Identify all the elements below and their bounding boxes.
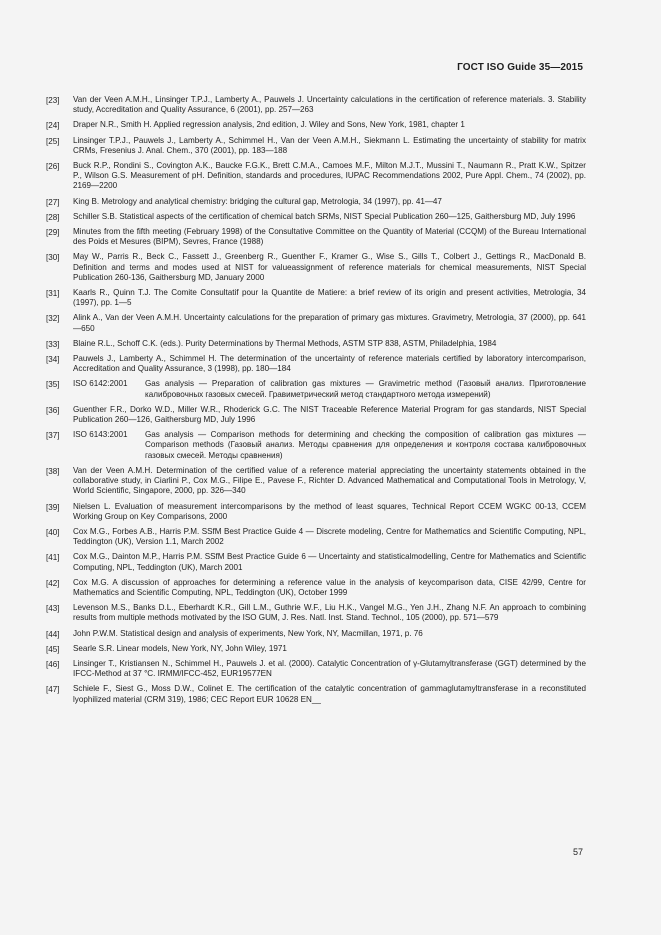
reference-number: [38] [46, 466, 60, 476]
reference-text: Guenther F.R., Dorko W.D., Miller W.R., Rhoderick G.C. The NIST Traceable Reference Material Program for gas standards, NIST Special Publication 260—126, Gaithersburg MD, July 1996 [73, 404, 586, 425]
reference-item [46, 659, 586, 679]
reference-number: [33] [46, 339, 60, 349]
reference-text: Van der Veen A.M.H. Determination of the certified value of a reference material appreciating the uncertainty statements obtained in the collaborative study, in Ciarlini P., Cox M.G., Filipe E., Pavese F., Richter D. Advanced Mathematical and Computational Tools in Metrology, V, World Scientific, Singapore, 2000, pp. 326—340 [73, 465, 586, 496]
reference-item [46, 120, 586, 130]
reference-text: Kaarls R., Quinn T.J. The Comite Consultatif pour la Quantite de Matiere: a brief review of its origin and present activities, Metrologia, 34 (1997), pp. 1—5 [73, 288, 586, 308]
reference-number: [41] [46, 553, 60, 563]
reference-text: Minutes from the fifth meeting (February 1998) of the Consultative Committee on the Quantity of Material (CCQM) of the Bureau International des Poids et Mesures (BIPM), Sevres, France (1988) [73, 227, 586, 247]
reference-text: Alink A., Van der Veen A.M.H. Uncertainty calculations for the preparation of primary gas mixtures. Gravimetry, Metrologia, 37 (2000), pp. 641—650 [73, 313, 586, 333]
reference-number: [30] [46, 253, 60, 263]
reference-item [46, 379, 586, 399]
document-header: ГОСТ ISO Guide 35—2015 [457, 62, 583, 73]
reference-text: Searle S.R. Linear models, New York, NY, John Wiley, 1971 [73, 643, 287, 653]
reference-number: [43] [46, 604, 60, 614]
reference-number: [29] [46, 228, 60, 238]
reference-item [46, 95, 586, 115]
reference-number: [45] [46, 644, 60, 654]
reference-text: King B. Metrology and analytical chemistry: bridging the cultural gap, Metrologia, 34 (1997), pp. 41—47 [73, 196, 442, 206]
reference-text: Cox M.G. A discussion of approaches for determining a reference value in the analysis of keycomparison data, CISE 42/99, Centre for Mathematics and Scientific Computing, NPL, Teddington (UK), October 1999 [73, 577, 586, 597]
reference-text: Levenson M.S., Banks D.L., Eberhardt K.R., Gill L.M., Guthrie W.F., Liu H.K., Vangel M.G., Yen J.H., Zhang N.F. An approach to combining results from multiple methods motivated by the ISO GUM, J. Res. Natl. Inst. Stand. Technol., 105 (2000), pp. 571—579 [73, 603, 586, 623]
reference-text: Schiele F., Siest G., Moss D.W., Colinet E. The certification of the catalytic concentration of gammaglutamyltransferase in a reconstituted lyophilized material (CRM 319), 1986; CEC Report EUR 10628 EN__ [73, 684, 586, 704]
page-number: 57 [572, 847, 583, 857]
reference-number: [26] [46, 162, 60, 172]
reference-item [46, 313, 586, 333]
reference-item [46, 227, 586, 247]
reference-number: [46] [46, 659, 60, 669]
reference-number: [35] [46, 380, 60, 390]
reference-number: [34] [46, 355, 60, 365]
reference-text: Schiller S.B. Statistical aspects of the certification of chemical batch SRMs, NIST Special Publication 260—125, Gaithersburg MD, July 1996 [73, 211, 576, 221]
reference-number: [47] [46, 685, 60, 695]
reference-item [46, 405, 586, 425]
reference-item [46, 339, 586, 349]
reference-item [46, 552, 586, 572]
reference-number: [28] [46, 212, 60, 222]
reference-number: [37] [46, 431, 60, 441]
reference-text: Gas analysis — Preparation of calibration gas mixtures — Gravimetric method (Газовый анализ. Приготовление калибровочных газовых смесей. Гравиметрический метод стандартного метода измерений) [145, 379, 586, 399]
reference-text: Buck R.P., Rondini S., Covington A.K., Baucke F.G.K., Brett C.M.A., Camoes M.F., Milton M.J.T., Mussini T., Naumann R., Pratt K.W., Spitzer P., Wilson G.S. Measurement of pH. Definition, standards and procedures, IUPAC Recommendations 2002, Pure Appl. Chem., 74 (2002), pp. 2169—2200 [73, 161, 586, 191]
reference-text: Pauwels J., Lamberty A., Schimmel H. The determination of the uncertainty of reference materials certified by laboratory intercomparison, Accreditation and Quality Assurance, 3 (1998), pp. 180—184 [73, 354, 586, 374]
reference-number: [31] [46, 289, 60, 299]
reference-item [46, 354, 586, 374]
reference-text: John P.W.M. Statistical design and analysis of experiments, New York, NY, Macmillan, 1971, p. 76 [73, 628, 423, 638]
reference-text: Cox M.G., Dainton M.P., Harris P.M. SSfM Best Practice Guide 6 — Uncertainty and statisticalmodelling, Centre for Mathematics and Scientific Computing, NPL, Teddington (UK), March 2001 [73, 552, 586, 572]
reference-item [46, 161, 586, 192]
reference-item [46, 578, 586, 598]
reference-item [46, 466, 586, 497]
reference-number: [36] [46, 405, 60, 415]
reference-text: Nielsen L. Evaluation of measurement intercomparisons by the method of least squares, Technical Report CCEM WGKC 00-13, CCEM Working Group on Key Comparisons, 2000 [73, 501, 586, 521]
reference-number: [23] [46, 96, 60, 105]
reference-item [46, 288, 586, 308]
reference-text: Blaine R.L., Schoff C.K. (eds.). Purity Determinations by Thermal Methods, ASTM STP 838, ASTM, Philadelphia, 1984 [73, 338, 497, 348]
reference-item [46, 136, 586, 156]
reference-number: [32] [46, 314, 60, 324]
reference-text: Linsinger T.P.J., Pauwels J., Lamberty A., Schimmel H., Van der Veen A.M.H., Siekmann L. Estimating the uncertainty of stability for matrix CRMs, Fresenius J. Anal. Chem., 370 (2001), pp. 183—188 [73, 135, 586, 155]
reference-standard-code: ISO 6143:2001 [73, 430, 128, 440]
reference-number: [25] [46, 136, 60, 146]
reference-number: [39] [46, 502, 60, 512]
reference-standard-code: ISO 6142:2001 [73, 379, 128, 389]
reference-item [46, 603, 586, 623]
reference-item [46, 197, 586, 207]
reference-number: [40] [46, 527, 60, 537]
reference-number: [27] [46, 197, 60, 207]
reference-item [46, 644, 586, 654]
reference-number: [44] [46, 629, 60, 639]
reference-item [46, 527, 586, 547]
reference-number: [24] [46, 121, 60, 131]
reference-list [46, 95, 586, 710]
reference-number: [42] [46, 578, 60, 588]
reference-text: Cox M.G., Forbes A.B., Harris P.M. SSfM Best Practice Guide 4 — Discrete modeling, Centre for Mathematics and Scientific Computing, NPL, Teddington (UK), Version 1.1, March 2002 [73, 526, 586, 547]
reference-item [46, 430, 586, 461]
reference-item [46, 502, 586, 522]
reference-text: Draper N.R., Smith H. Applied regression analysis, 2nd edition, J. Wiley and Sons, New York, 1981, chapter 1 [73, 120, 465, 130]
reference-item [46, 252, 586, 283]
reference-item [46, 212, 586, 222]
reference-item [46, 629, 586, 639]
reference-text: Gas analysis — Comparison methods for determining and checking the composition of calibration gas mixtures — Comparison methods (Газовый анализ. Методы сравнения для определения и контроля состава калибровочных газовых смесей. Методы сравнения) [145, 430, 586, 460]
reference-text: Van der Veen A.M.H., Linsinger T.P.J., Lamberty A., Pauwels J. Uncertainty calculations in the certification of reference materials. 3. Stability study, Accreditation and Quality Assurance, 6 (2001), pp. 257—263 [73, 95, 586, 115]
reference-item [46, 684, 586, 704]
reference-text: May W., Parris R., Beck C., Fassett J., Greenberg R., Guenther F., Kramer G., Wise S., Gills T., Colbert J., Gettings R., MacDonald B. Definition and terms and modes used at NIST for valueassignment of reference materials for chemical measurements, NIST Special Publication 260-136, Gaithersburg MD, January 2000 [73, 252, 586, 282]
reference-text: Linsinger T., Kristiansen N., Schimmel H., Pauwels J. et al. (2000). Catalytic Concentration of γ-Glutamyltransferase (GGT) determined by the IFCC-Method at 37 °C. IRMM/IFCC-452, EUR19577EN [73, 658, 586, 679]
